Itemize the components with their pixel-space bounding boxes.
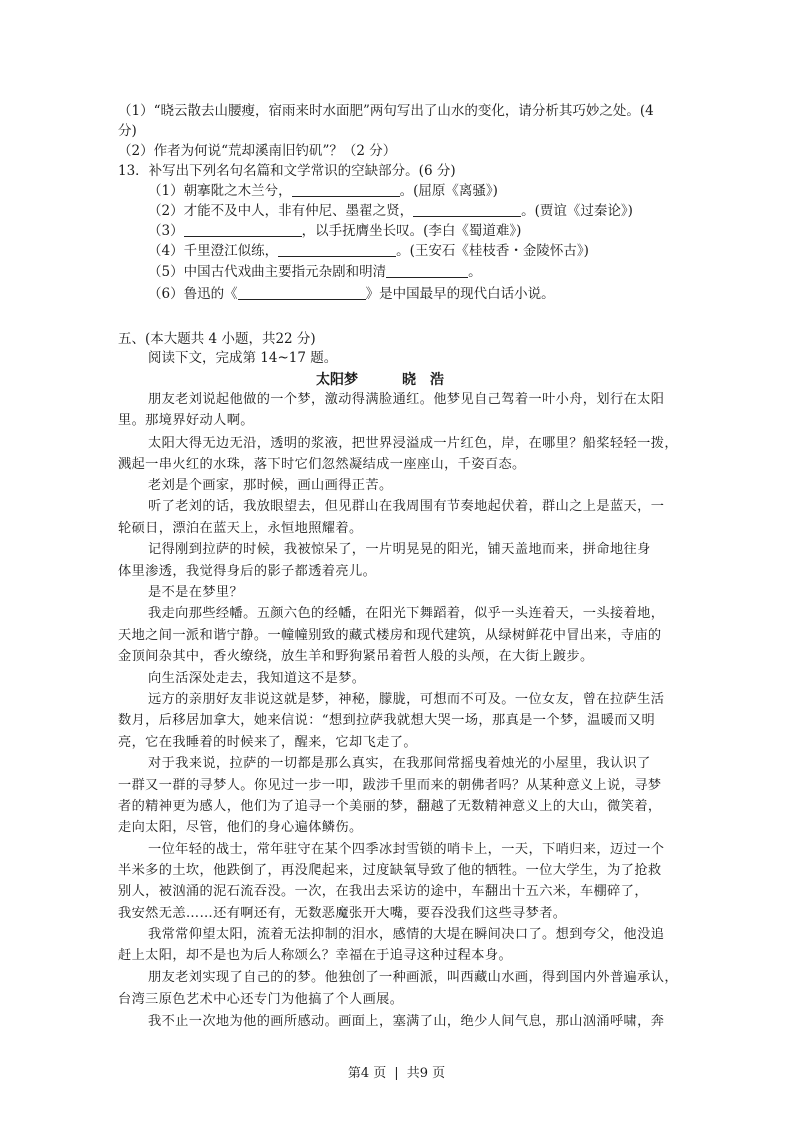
question-12-1-line1: （1）“晓云散去山腰瘦，宿雨来时水面肥”两句写出了山水的变化，请分析其巧妙之处。(4 xyxy=(118,103,654,119)
fill-item-4-prefix: （4）千里澄江似练， xyxy=(148,243,279,259)
article-line: 数月，后移居加拿大，她来信说：“想到拉萨我就想大哭一场，那真是一个梦，温暖而又明 xyxy=(118,713,656,728)
article-line: 远方的亲朋好友非说这就是梦，神秘，朦胧，可想而不可及。一位女友，曾在拉萨生活 xyxy=(148,692,665,707)
article-line: 走向太阳，尽管，他们的身心遍体鳞伤。 xyxy=(118,820,363,835)
fill-blank-2[interactable] xyxy=(413,202,521,217)
article-line: 金顶间杂其中，香火缭绕，放生羊和野狗紧吊着哲人般的头颅，在大街上踱步。 xyxy=(118,649,594,664)
article-line: 一群又一群的寻梦人。你见过一步一叩，跋涉千里而来的朝佛者吗？从某种意义上说，寻梦 xyxy=(118,778,662,793)
article-line: 亮，它在我睡着的时候来了，醒来，它却飞走了。 xyxy=(118,735,417,750)
fill-item-3-prefix: （3） xyxy=(148,223,184,239)
fill-item-2-prefix: （2）才能不及中人，非有仲尼、墨翟之贤， xyxy=(148,203,414,219)
article-line: 里。那境界好动人啊。 xyxy=(118,413,254,428)
article-line: 我不止一次地为他的画所感动。画面上，塞满了山，绝少人间气息，那山汹涌呼啸，奔 xyxy=(148,1014,665,1029)
fill-item-6-prefix: （6）鲁迅的《 xyxy=(148,286,238,302)
page-footer xyxy=(0,1062,793,1081)
fill-item-6-suffix: 》是中国最早的现代白话小说。 xyxy=(365,286,555,302)
article-line: 我常常仰望太阳，流着无法抑制的泪水，感情的大堤在瞬间决口了。想到夸父，他没追 xyxy=(148,927,665,942)
article-title: 太阳梦 xyxy=(316,372,358,388)
article-line: 天地之间一派和谐宁静。一幢幢别致的藏式楼房和现代建筑，从绿树鲜花中冒出来，寺庙的 xyxy=(118,628,662,643)
article-line: 别人，被汹涌的泥石流吞没。一次，在我出去采访的途中，车翻出十五六米，车棚碎了， xyxy=(118,884,648,899)
fill-item-4-suffix: 。(王安石《桂枝香・金陵怀古》) xyxy=(396,243,589,259)
article-line: 太阳大得无边无沿，透明的浆液，把世界浸溢成一片红色，岸，在哪里？船桨轻轻一拨， xyxy=(148,436,678,451)
fill-item-1-prefix: （1）朝搴阰之木兰兮， xyxy=(148,183,292,199)
question-13: 13．补写出下列名句名篇和文学常识的空缺部分。(6 分) xyxy=(118,163,456,179)
fill-item-2 xyxy=(148,201,633,221)
page-number: 第4 页 xyxy=(347,1066,387,1081)
article-line: 朋友老刘实现了自己的的梦。他独创了一种画派，叫西藏山水画，得到国内外普遍承认， xyxy=(148,970,678,985)
fill-item-6 xyxy=(148,284,555,304)
fill-item-5 xyxy=(148,262,482,282)
article-line: 我安然无恙……还有啊还有，无数恶魔张开大嘴，要吞没我们这些寻梦者。 xyxy=(118,906,567,921)
article-line: 对于我来说，拉萨的一切都是那么真实，在我那间常摇曳着烛光的小屋里，我认识了 xyxy=(148,756,651,771)
article-line: 是不是在梦里？ xyxy=(148,585,244,600)
fill-item-5-suffix: 。 xyxy=(468,264,482,280)
question-12-2: （2）作者为何说“荒却溪南旧钓矶”？（2 分） xyxy=(118,143,397,159)
fill-item-4 xyxy=(148,241,589,261)
article-line: 老刘是个画家，那时候，画山画得正苦。 xyxy=(148,478,393,493)
article-line: 半米多的土坎，他跌倒了，再没爬起来，过度缺氧导致了他的牺牲。一位大学生，为了抢救 xyxy=(118,863,662,878)
footer-separator: | xyxy=(394,1066,399,1081)
article-line: 我走向那些经幡。五颜六色的经幡，在阳光下舞蹈着，似乎一头连着天，一头接着地， xyxy=(148,606,665,621)
fill-item-3-suffix: ，以手抚膺坐长叹。(李白《蜀道难》) xyxy=(301,223,522,239)
section-5-instruction: 阅读下文，完成第 14~17 题。 xyxy=(148,350,338,366)
article-line: 台湾三原色艺术中心还专门为他搞了个人画展。 xyxy=(118,992,404,1007)
article-line: 赶上太阳，却不是也为后人称颂么？幸福在于追寻这种过程本身。 xyxy=(118,948,513,963)
page-total: 共9 页 xyxy=(406,1066,446,1081)
article-line: 轮硕日，漂泊在蓝天上，永恒地照耀着。 xyxy=(118,521,363,536)
section-5-heading: 五、(本大题共 4 小题，共22 分) xyxy=(118,331,316,347)
fill-item-1 xyxy=(148,181,498,201)
article-author: 晓 浩 xyxy=(402,372,444,388)
fill-blank-5[interactable] xyxy=(386,263,468,278)
article-line: 朋友老刘说起他做的一个梦，激动得满脸通红。他梦见自己驾着一叶小舟，划行在太阳 xyxy=(148,392,665,407)
fill-item-2-suffix: 。(贾谊《过秦论》) xyxy=(521,203,633,219)
fill-blank-3[interactable] xyxy=(184,222,302,237)
article-line: 体里渗透，我觉得身后的影子都透着亮儿。 xyxy=(118,564,377,579)
fill-blank-4[interactable] xyxy=(278,242,396,257)
fill-item-1-suffix: 。(屈原《离骚》) xyxy=(399,183,498,199)
fill-blank-1[interactable] xyxy=(292,182,400,197)
article-line: 一位年轻的战士，常年驻守在某个四季冰封雪锁的哨卡上，一天，下哨归来，迈过一个 xyxy=(148,842,665,857)
article-line: 听了老刘的话，我放眼望去，但见群山在我周围有节奏地起伏着，群山之上是蓝天，一 xyxy=(148,499,665,514)
article-line: 溅起一串火红的水珠，落下时它们忽然凝结成一座座山，千姿百态。 xyxy=(118,457,526,472)
fill-blank-6[interactable] xyxy=(238,285,366,300)
fill-item-5-prefix: （5）中国古代戏曲主要指元杂剧和明清 xyxy=(148,264,387,280)
fill-item-3 xyxy=(148,221,521,241)
article-line: 向生活深处走去，我知道这不是梦。 xyxy=(148,671,366,686)
article-line: 记得刚到拉萨的时候，我被惊呆了，一片明晃晃的阳光，铺天盖地而来，拼命地往身 xyxy=(148,542,651,557)
question-12-1-line2: 分) xyxy=(118,123,137,139)
article-line: 者的精神更为感人，他们为了追寻一个美丽的梦，翻越了无数精神意义上的大山，微笑着， xyxy=(118,799,662,814)
